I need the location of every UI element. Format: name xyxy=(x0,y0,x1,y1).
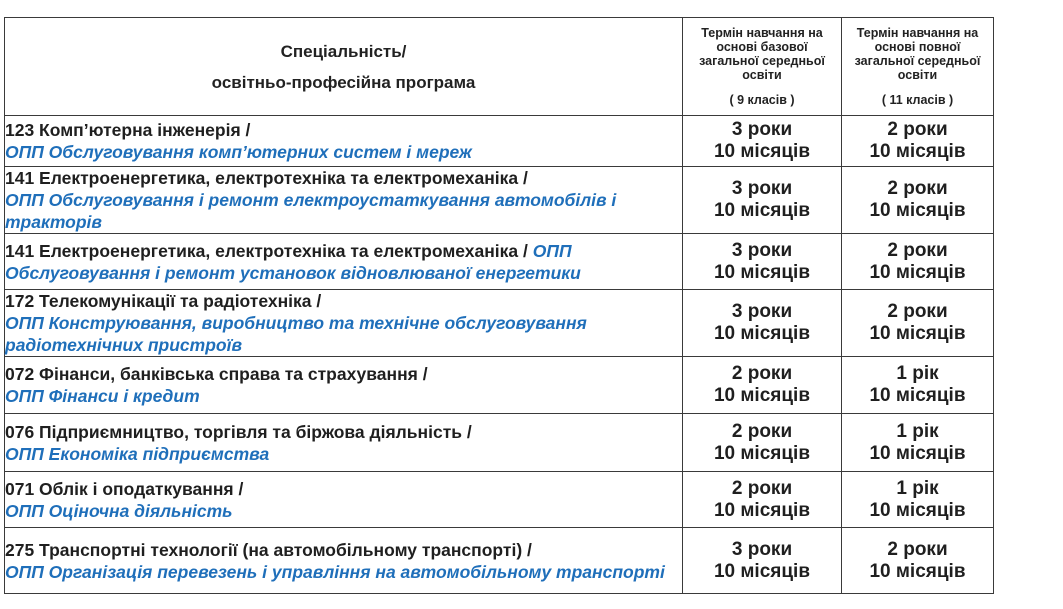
term-full-years: 1 рік xyxy=(896,420,939,442)
table-header-row xyxy=(5,18,994,116)
header-term-full-classes: ( 11 класів ) xyxy=(881,93,954,107)
table-row xyxy=(5,116,994,167)
term-full-months: 10 місяців xyxy=(869,141,966,162)
term-base-months: 10 місяців xyxy=(713,323,811,344)
term-base-years: 3 роки xyxy=(731,301,793,322)
term-full-months: 10 місяців xyxy=(869,560,966,582)
term-base-months: 10 місяців xyxy=(713,261,811,283)
term-full-cell xyxy=(842,116,994,167)
term-full-cell xyxy=(842,414,994,472)
term-full-months: 10 місяців xyxy=(869,442,966,464)
term-base-months: 10 місяців xyxy=(713,385,811,406)
term-base-years: 2 роки xyxy=(731,420,793,442)
term-full-cell xyxy=(842,472,994,528)
term-base-cell xyxy=(683,357,842,414)
header-specialty xyxy=(5,18,683,116)
specialty-name: 072 Фінанси, банківська справа та страхування / xyxy=(5,364,428,384)
specialty-cell xyxy=(5,290,683,357)
program-name: ОПП Обслуговування і ремонт електроустаткування автомобілів і тракторів xyxy=(5,190,617,232)
table-row xyxy=(5,234,994,290)
term-full-months: 10 місяців xyxy=(869,385,966,406)
term-base-cell xyxy=(683,528,842,594)
specialty-cell xyxy=(5,414,683,472)
term-base-cell xyxy=(683,116,842,167)
term-base-cell xyxy=(683,290,842,357)
program-name: ОПП Організація перевезень і управління на автомобільному транспорті xyxy=(5,561,665,582)
term-full-cell xyxy=(842,290,994,357)
term-full-months: 10 місяців xyxy=(869,323,966,344)
header-term-full-line: Термін навчання на xyxy=(856,26,979,40)
term-base-cell xyxy=(683,414,842,472)
table-row xyxy=(5,357,994,414)
term-full-cell xyxy=(842,528,994,594)
header-term-full xyxy=(842,18,994,116)
program-name: ОПП Фінанси і кредит xyxy=(5,386,200,406)
specialty-name: 141 Електроенергетика, електротехніка та електромеханіка / xyxy=(5,240,528,261)
program-name: ОПП Обслуговування комп’ютерних систем і мереж xyxy=(5,142,472,162)
specialty-name: 076 Підприємництво, торгівля та біржова діяльність / xyxy=(5,421,472,442)
term-base-years: 3 роки xyxy=(731,538,793,560)
table-row xyxy=(5,167,994,234)
term-base-years: 2 роки xyxy=(731,477,793,499)
term-full-years: 1 рік xyxy=(896,477,939,499)
specialty-name: 275 Транспортні технології (на автомобільному транспорті) / xyxy=(5,539,532,560)
term-full-years: 2 роки xyxy=(887,538,948,560)
specialty-cell xyxy=(5,472,683,528)
specialty-cell xyxy=(5,357,683,414)
term-full-years: 2 роки xyxy=(887,178,948,199)
header-term-base-line: загальної середньої xyxy=(699,54,825,68)
header-term-full-line: основі повної xyxy=(874,40,961,54)
program-name: ОПП Конструювання, виробництво та технічне обслуговування радіотехнічних пристроїв xyxy=(5,313,587,355)
term-full-cell xyxy=(842,357,994,414)
header-term-base-line: Термін навчання на xyxy=(701,26,823,40)
program-name: ОПП Оціночна діяльність xyxy=(5,500,233,521)
term-base-cell xyxy=(683,234,842,290)
term-full-years: 1 рік xyxy=(896,363,939,384)
term-base-years: 3 роки xyxy=(731,119,793,140)
term-full-months: 10 місяців xyxy=(869,200,966,221)
term-base-months: 10 місяців xyxy=(713,560,811,582)
term-base-months: 10 місяців xyxy=(713,442,811,464)
header-term-full-line: загальної середньої xyxy=(854,54,981,68)
specialty-name: 172 Телекомунікації та радіотехніка / xyxy=(5,291,322,311)
term-base-months: 10 місяців xyxy=(713,499,811,521)
table-row xyxy=(5,528,994,594)
specialty-name: 141 Електроенергетика, електротехніка та електромеханіка / xyxy=(5,168,528,188)
term-base-years: 3 роки xyxy=(731,239,793,261)
term-full-years: 2 роки xyxy=(887,239,948,261)
table-row xyxy=(5,290,994,357)
specialty-cell xyxy=(5,234,683,290)
header-term-base-line: освіти xyxy=(742,68,782,82)
header-term-base-line: основі базової xyxy=(716,40,808,54)
specialty-cell xyxy=(5,116,683,167)
header-term-base xyxy=(683,18,842,116)
header-term-full-line: освіти xyxy=(897,68,938,82)
table-row xyxy=(5,414,994,472)
header-term-base-classes: ( 9 класів ) xyxy=(729,93,795,107)
term-full-months: 10 місяців xyxy=(869,499,966,521)
term-base-cell xyxy=(683,167,842,234)
header-specialty-line2: освітньо-професійна програма xyxy=(211,72,476,92)
programs-table xyxy=(4,17,994,594)
table-row xyxy=(5,472,994,528)
specialty-cell xyxy=(5,528,683,594)
program-name: ОПП Економіка підприємства xyxy=(5,443,270,464)
term-full-years: 2 роки xyxy=(887,301,948,322)
term-full-months: 10 місяців xyxy=(869,261,966,283)
term-base-months: 10 місяців xyxy=(713,141,811,162)
header-specialty-line1: Спеціальність/ xyxy=(280,41,407,61)
term-full-years: 2 роки xyxy=(887,119,948,140)
specialty-name: 123 Комп’ютерна інженерія / xyxy=(5,120,251,140)
term-base-months: 10 місяців xyxy=(713,200,811,221)
term-full-cell xyxy=(842,167,994,234)
term-base-cell xyxy=(683,472,842,528)
term-base-years: 3 роки xyxy=(731,178,793,199)
specialty-name: 071 Облік і оподаткування / xyxy=(5,478,244,499)
program-name: ОПП Обслуговування і ремонт установок відновлюваної енергетики xyxy=(5,240,581,283)
specialty-cell xyxy=(5,167,683,234)
term-full-cell xyxy=(842,234,994,290)
term-base-years: 2 роки xyxy=(731,363,793,384)
